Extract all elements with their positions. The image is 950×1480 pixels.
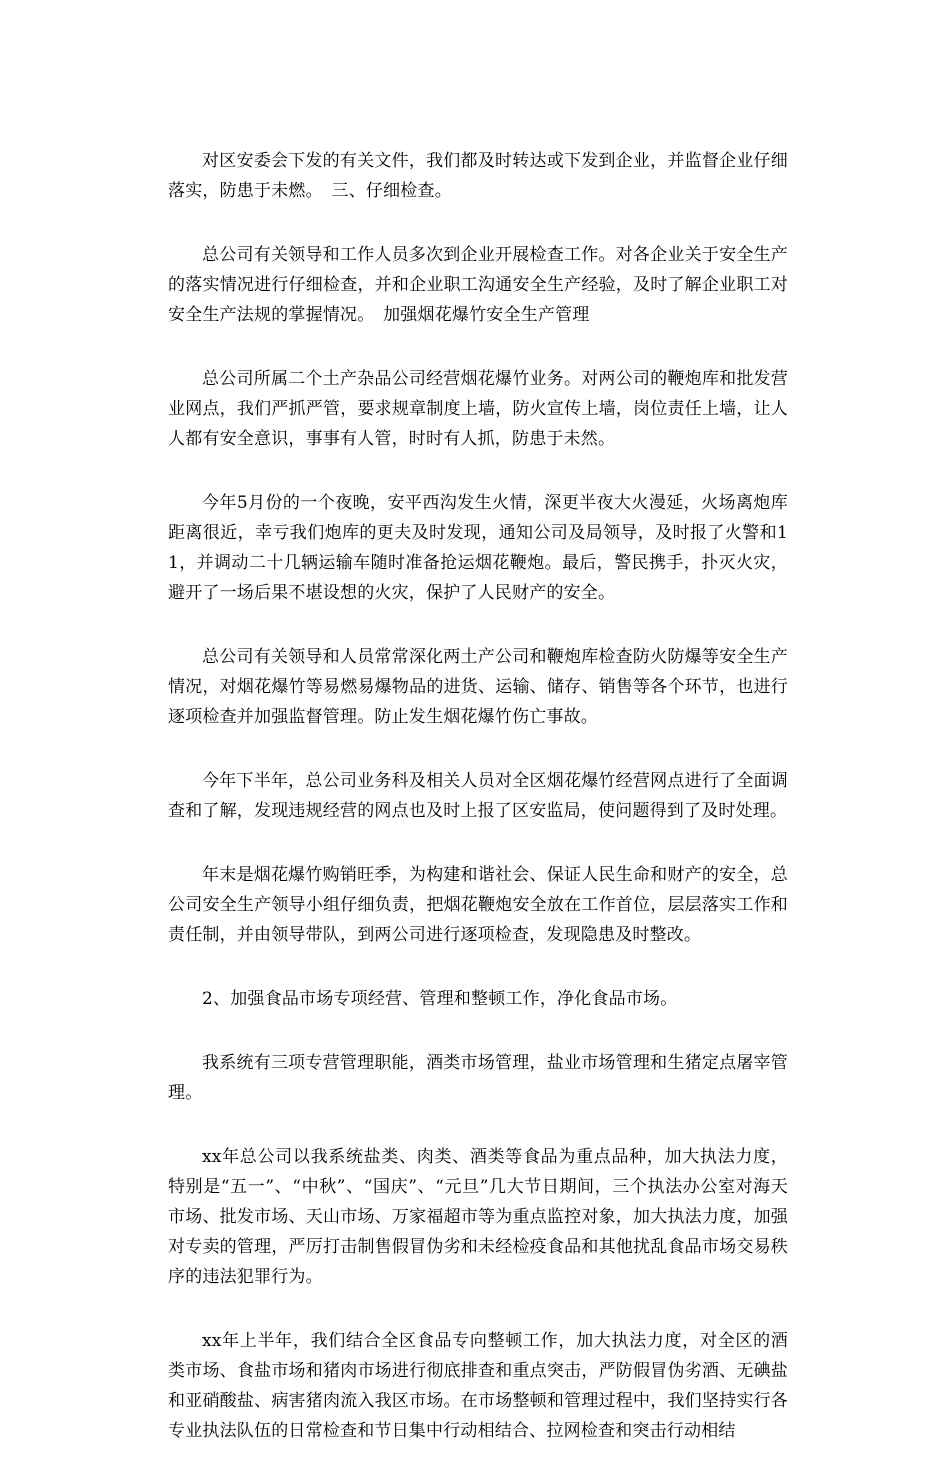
- paragraph: 我系统有三项专营管理职能，酒类市场管理，盐业市场管理和生猪定点屠宰管理。: [168, 1053, 788, 1103]
- paragraph: 年末是烟花爆竹购销旺季，为构建和谐社会、保证人民生命和财产的安全，总公司安全生产领导小组仔细负责，把烟花鞭炮安全放在工作首位，层层落实工作和责任制，并由领导带队，到两公司进行逐项检查，发现隐患及时整改。: [168, 865, 788, 945]
- document-body: [168, 146, 788, 1480]
- paragraph: 总公司所属二个土产杂品公司经营烟花爆竹业务。对两公司的鞭炮库和批发营业网点，我们严抓严管，要求规章制度上墙，防火宣传上墙，岗位责任上墙，让人人都有安全意识，事事有人管，时时有人抓，防患于未然。: [168, 369, 788, 449]
- paragraph: xx年上半年，我们结合全区食品专向整顿工作，加大执法力度，对全区的酒类市场、食盐市场和猪肉市场进行彻底排查和重点突击，严防假冒伪劣酒、无碘盐和亚硝酸盐、病害猪肉流入我区市场。在市场整顿和管理过程中，我们坚持实行各专业执法队伍的日常检查和节日集中行动相结合、拉网检查和突击行动相结: [168, 1331, 788, 1441]
- paragraph: xx年总公司以我系统盐类、肉类、酒类等食品为重点品种，加大执法力度，特别是“五一”、“中秋”、“国庆”、“元旦”几大节日期间，三个执法办公室对海天市场、批发市场、天山市场、万家福超市等为重点监控对象，加大执法力度，加强对专卖的管理，严厉打击制售假冒伪劣和未经检疫食品和其他扰乱食品市场交易秩序的违法犯罪行为。: [168, 1147, 788, 1287]
- section-heading: 2、加强食品市场专项经营、管理和整顿工作，净化食品市场。: [202, 989, 678, 1009]
- paragraph: 对区安委会下发的有关文件，我们都及时转达或下发到企业，并监督企业仔细落实，防患于未燃。 三、仔细检查。: [168, 151, 788, 201]
- paragraph: 今年5月份的一个夜晚，安平西沟发生火情，深更半夜大火漫延，火场离炮库距离很近，幸亏我们炮库的更夫及时发现，通知公司及局领导，及时报了火警和11，并调动二十几辆运输车随时准备抢运烟花鞭炮。最后，警民携手，扑灭火灾，避开了一场后果不堪设想的火灾，保护了人民财产的安全。: [168, 493, 788, 603]
- paragraph: 总公司有关领导和工作人员多次到企业开展检查工作。对各企业关于安全生产的落实情况进行仔细检查，并和企业职工沟通安全生产经验，及时了解企业职工对安全生产法规的掌握情况。 加强烟花爆竹安全生产管理: [168, 245, 788, 325]
- paragraph: 今年下半年，总公司业务科及相关人员对全区烟花爆竹经营网点进行了全面调查和了解，发现违规经营的网点也及时上报了区安监局，使问题得到了及时处理。: [168, 771, 788, 821]
- paragraph: 总公司有关领导和人员常常深化两土产公司和鞭炮库检查防火防爆等安全生产情况，对烟花爆竹等易燃易爆物品的进货、运输、储存、销售等各个环节，也进行逐项检查并加强监督管理。防止发生烟花爆竹伤亡事故。: [168, 647, 788, 727]
